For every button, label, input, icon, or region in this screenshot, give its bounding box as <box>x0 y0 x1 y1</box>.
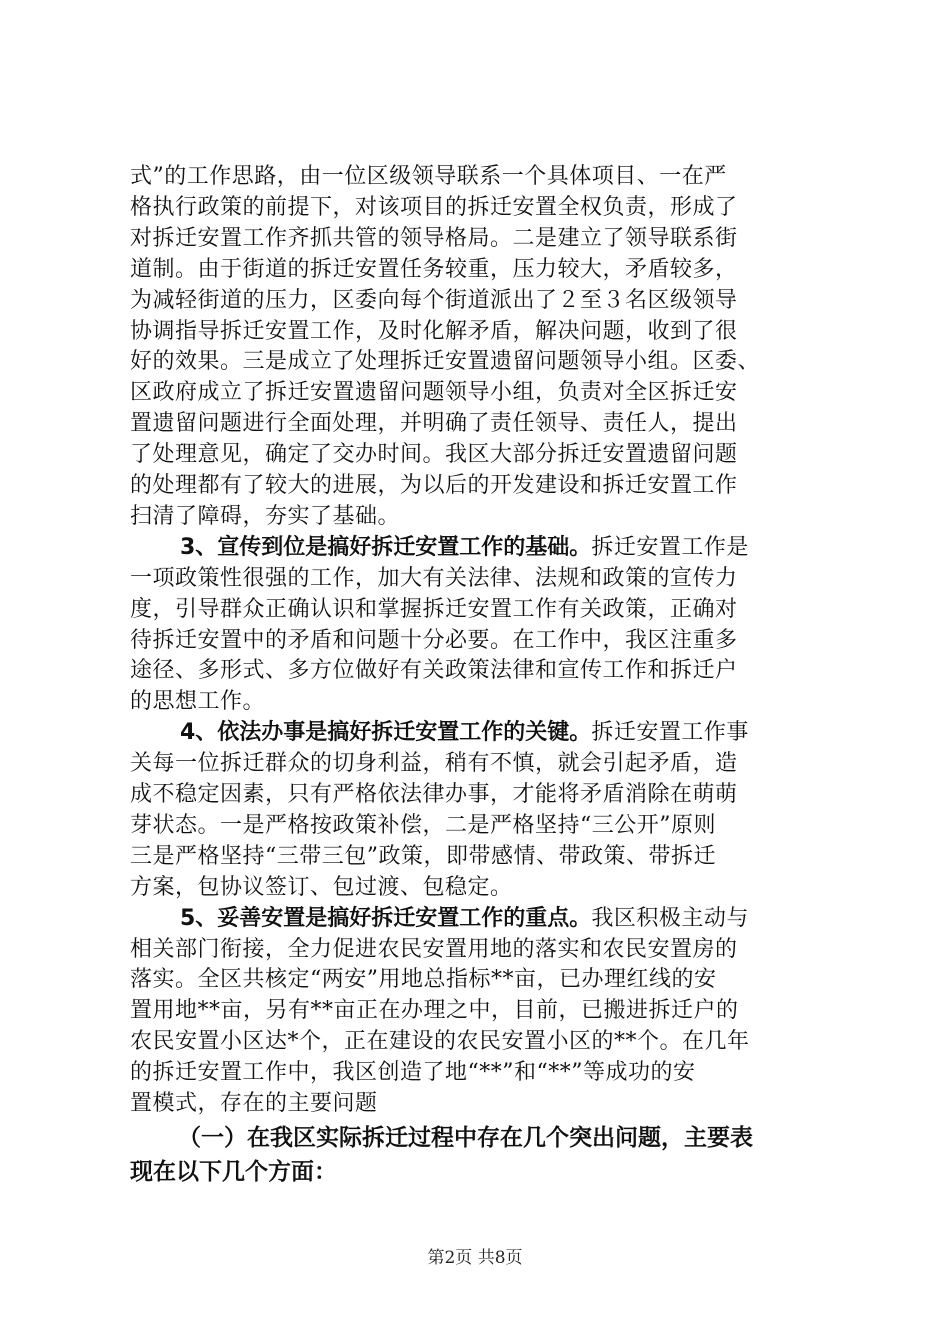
section-heading-line: （一）在我区实际拆迁过程中存在几个突出问题，主要表 <box>178 1124 753 1151</box>
body-text-line: 关每一位拆迁群众的切身利益，稍有不慎，就会引起矛盾，造 <box>130 751 738 777</box>
body-text: 拆迁安置工作事 <box>591 720 749 746</box>
body-text-line: 的拆迁安置工作中，我区创造了地“**”和“**”等成功的安 <box>130 1060 696 1086</box>
body-text-line: 对拆迁安置工作齐抓共管的领导格局。二是建立了领导联系街 <box>130 225 738 251</box>
body-text-line: 置用地**亩，另有**亩正在办理之中，目前，已搬进拆迁户的 <box>130 998 739 1024</box>
body-text-line: 相关部门衔接，全力促进农民安置用地的落实和农民安置房的 <box>130 936 738 962</box>
body-text-line: 了处理意见，确定了交办时间。我区大部分拆迁安置遗留问题 <box>130 442 738 468</box>
paragraph-4-first-line <box>180 718 830 748</box>
body-text-line: 方案，包协议签订、包过渡、包稳定。 <box>130 874 513 900</box>
body-text: 我区积极主动与 <box>591 905 749 931</box>
body-text-line: 一项政策性很强的工作，加大有关法律、法规和政策的宣传力 <box>130 565 738 591</box>
body-text-line: 为减轻街道的压力，区委向每个街道派出了２至３名区级领导 <box>130 287 738 313</box>
body-text-line: 置遗留问题进行全面处理，并明确了责任领导、责任人，提出 <box>130 411 738 437</box>
body-text-line: 农民安置小区达*个，正在建设的农民安置小区的**个。在几年 <box>130 1029 750 1055</box>
paragraph-3-heading: 3、宣传到位是搞好拆迁安置工作的基础。 <box>180 534 592 560</box>
body-text-line: 置模式，存在的主要问题 <box>130 1091 378 1116</box>
section-heading-line: 现在以下几个方面： <box>130 1158 337 1185</box>
body-text-line: 协调指导拆迁安置工作，及时化解矛盾，解决问题，收到了很 <box>130 318 738 344</box>
body-text-line: 成不稳定因素，只有严格依法律办事，才能将矛盾消除在萌萌 <box>130 782 738 807</box>
body-text-line: 道制。由于街道的拆迁安置任务较重，压力较大，矛盾较多， <box>130 256 738 282</box>
body-text-line: 好的效果。三是成立了处理拆迁安置遗留问题领导小组。区委、 <box>130 349 761 375</box>
body-text-line: 芽状态。一是严格按政策补偿，二是严格坚持“三公开”原则 <box>130 812 716 838</box>
paragraph-5-heading: 5、妥善安置是搞好拆迁安置工作的重点。 <box>180 905 592 931</box>
paragraph-5-first-line <box>180 904 830 934</box>
body-text-line: 落实。全区共核定“两安”用地总指标**亩，已办理红线的安 <box>130 967 717 993</box>
body-text-line: 式”的工作思路，由一位区级领导联系一个具体项目、一在严 <box>130 164 727 189</box>
body-text-line: 扫清了障碍，夯实了基础。 <box>130 503 401 529</box>
body-text-line: 的处理都有了较大的进展，为以后的开发建设和拆迁安置工作 <box>130 473 738 498</box>
body-text: 拆迁安置工作是 <box>591 534 749 560</box>
body-text-line: 区政府成立了拆迁安置遗留问题领导小组，负责对全区拆迁安 <box>130 380 738 406</box>
page-number: 第2页 共8页 <box>427 1248 523 1268</box>
body-text-line: 待拆迁安置中的矛盾和问题十分必要。在工作中，我区注重多 <box>130 627 738 653</box>
paragraph-4-heading: 4、依法办事是搞好拆迁安置工作的关键。 <box>180 720 592 746</box>
body-text-line: 三是严格坚持“三带三包”政策，即带感情、带政策、带拆迁 <box>130 843 716 869</box>
body-text-line: 的思想工作。 <box>130 689 266 715</box>
body-text-line: 格执行政策的前提下，对该项目的拆迁安置全权负责，形成了 <box>130 194 738 220</box>
body-text-line: 度，引导群众正确认识和掌握拆迁安置工作有关政策，正确对 <box>130 596 738 622</box>
body-text-line: 途径、多形式、多方位做好有关政策法律和宣传工作和拆迁户 <box>130 658 738 684</box>
paragraph-3-first-line <box>180 533 830 563</box>
